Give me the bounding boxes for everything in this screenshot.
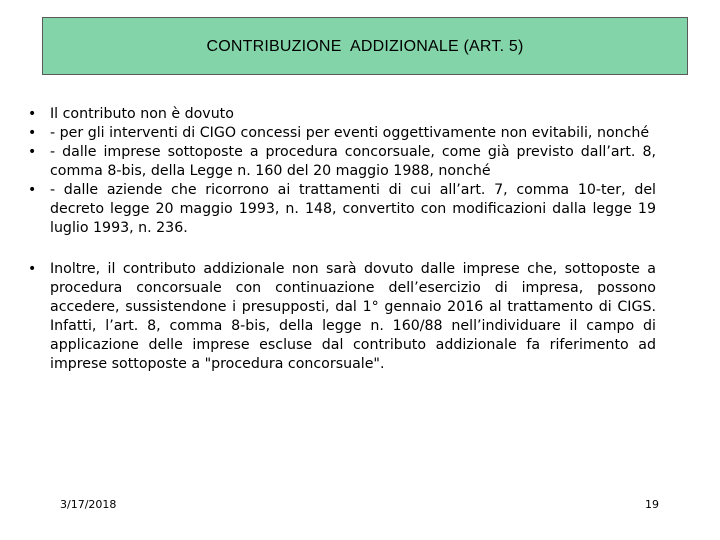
footer-date: 3/17/2018	[60, 498, 117, 511]
bullet-item	[28, 124, 656, 143]
bullet-dot-icon: •	[28, 261, 37, 277]
bullet-dot-icon: •	[28, 182, 37, 198]
bullet-spacer	[28, 238, 656, 260]
bullet-text: Inoltre, il contributo addizionale non sarà dovuto dalle imprese che, sottoposte a procedura concorsuale con continuazione dell’esercizio di impresa, possono accedere, sussistendone i presupposti, dal 1° gennaio 2016 al trattamento di CIGS. Infatti, l’art. 8, comma 8-bis, della legge n. 160/88 nell’individuare il campo di applicazione delle imprese escluse dal contributo addizionale fa riferimento ad imprese sottoposte a "procedura concorsuale".	[50, 261, 656, 372]
slide-title: CONTRIBUZIONE ADDIZIONALE (ART. 5)	[206, 38, 524, 55]
bullet-item	[28, 143, 656, 181]
bullet-dot-icon: •	[28, 144, 37, 160]
bullet-text: - per gli interventi di CIGO concessi per eventi oggettivamente non evitabili, nonché	[50, 125, 650, 141]
bullet-dot-icon: •	[28, 106, 37, 122]
bullet-item	[28, 105, 656, 124]
title-banner	[42, 17, 688, 75]
bullet-dot-icon: •	[28, 125, 37, 141]
bullet-list	[28, 105, 656, 374]
bullet-item	[28, 260, 656, 374]
bullet-text: - dalle aziende che ricorrono ai trattamenti di cui all’art. 7, comma 10-ter, del decreto legge 20 maggio 1993, n. 148, convertito con modificazioni dalla legge 19 luglio 1993, n. 236.	[50, 182, 656, 236]
footer-page-number: 19	[645, 498, 659, 511]
bullet-text: Il contributo non è dovuto	[50, 106, 234, 122]
bullet-text: - dalle imprese sottoposte a procedura concorsuale, come già previsto dall’art. 8, comma 8-bis, della Legge n. 160 del 20 maggio 1988, nonché	[50, 144, 656, 179]
bullet-item	[28, 181, 656, 238]
